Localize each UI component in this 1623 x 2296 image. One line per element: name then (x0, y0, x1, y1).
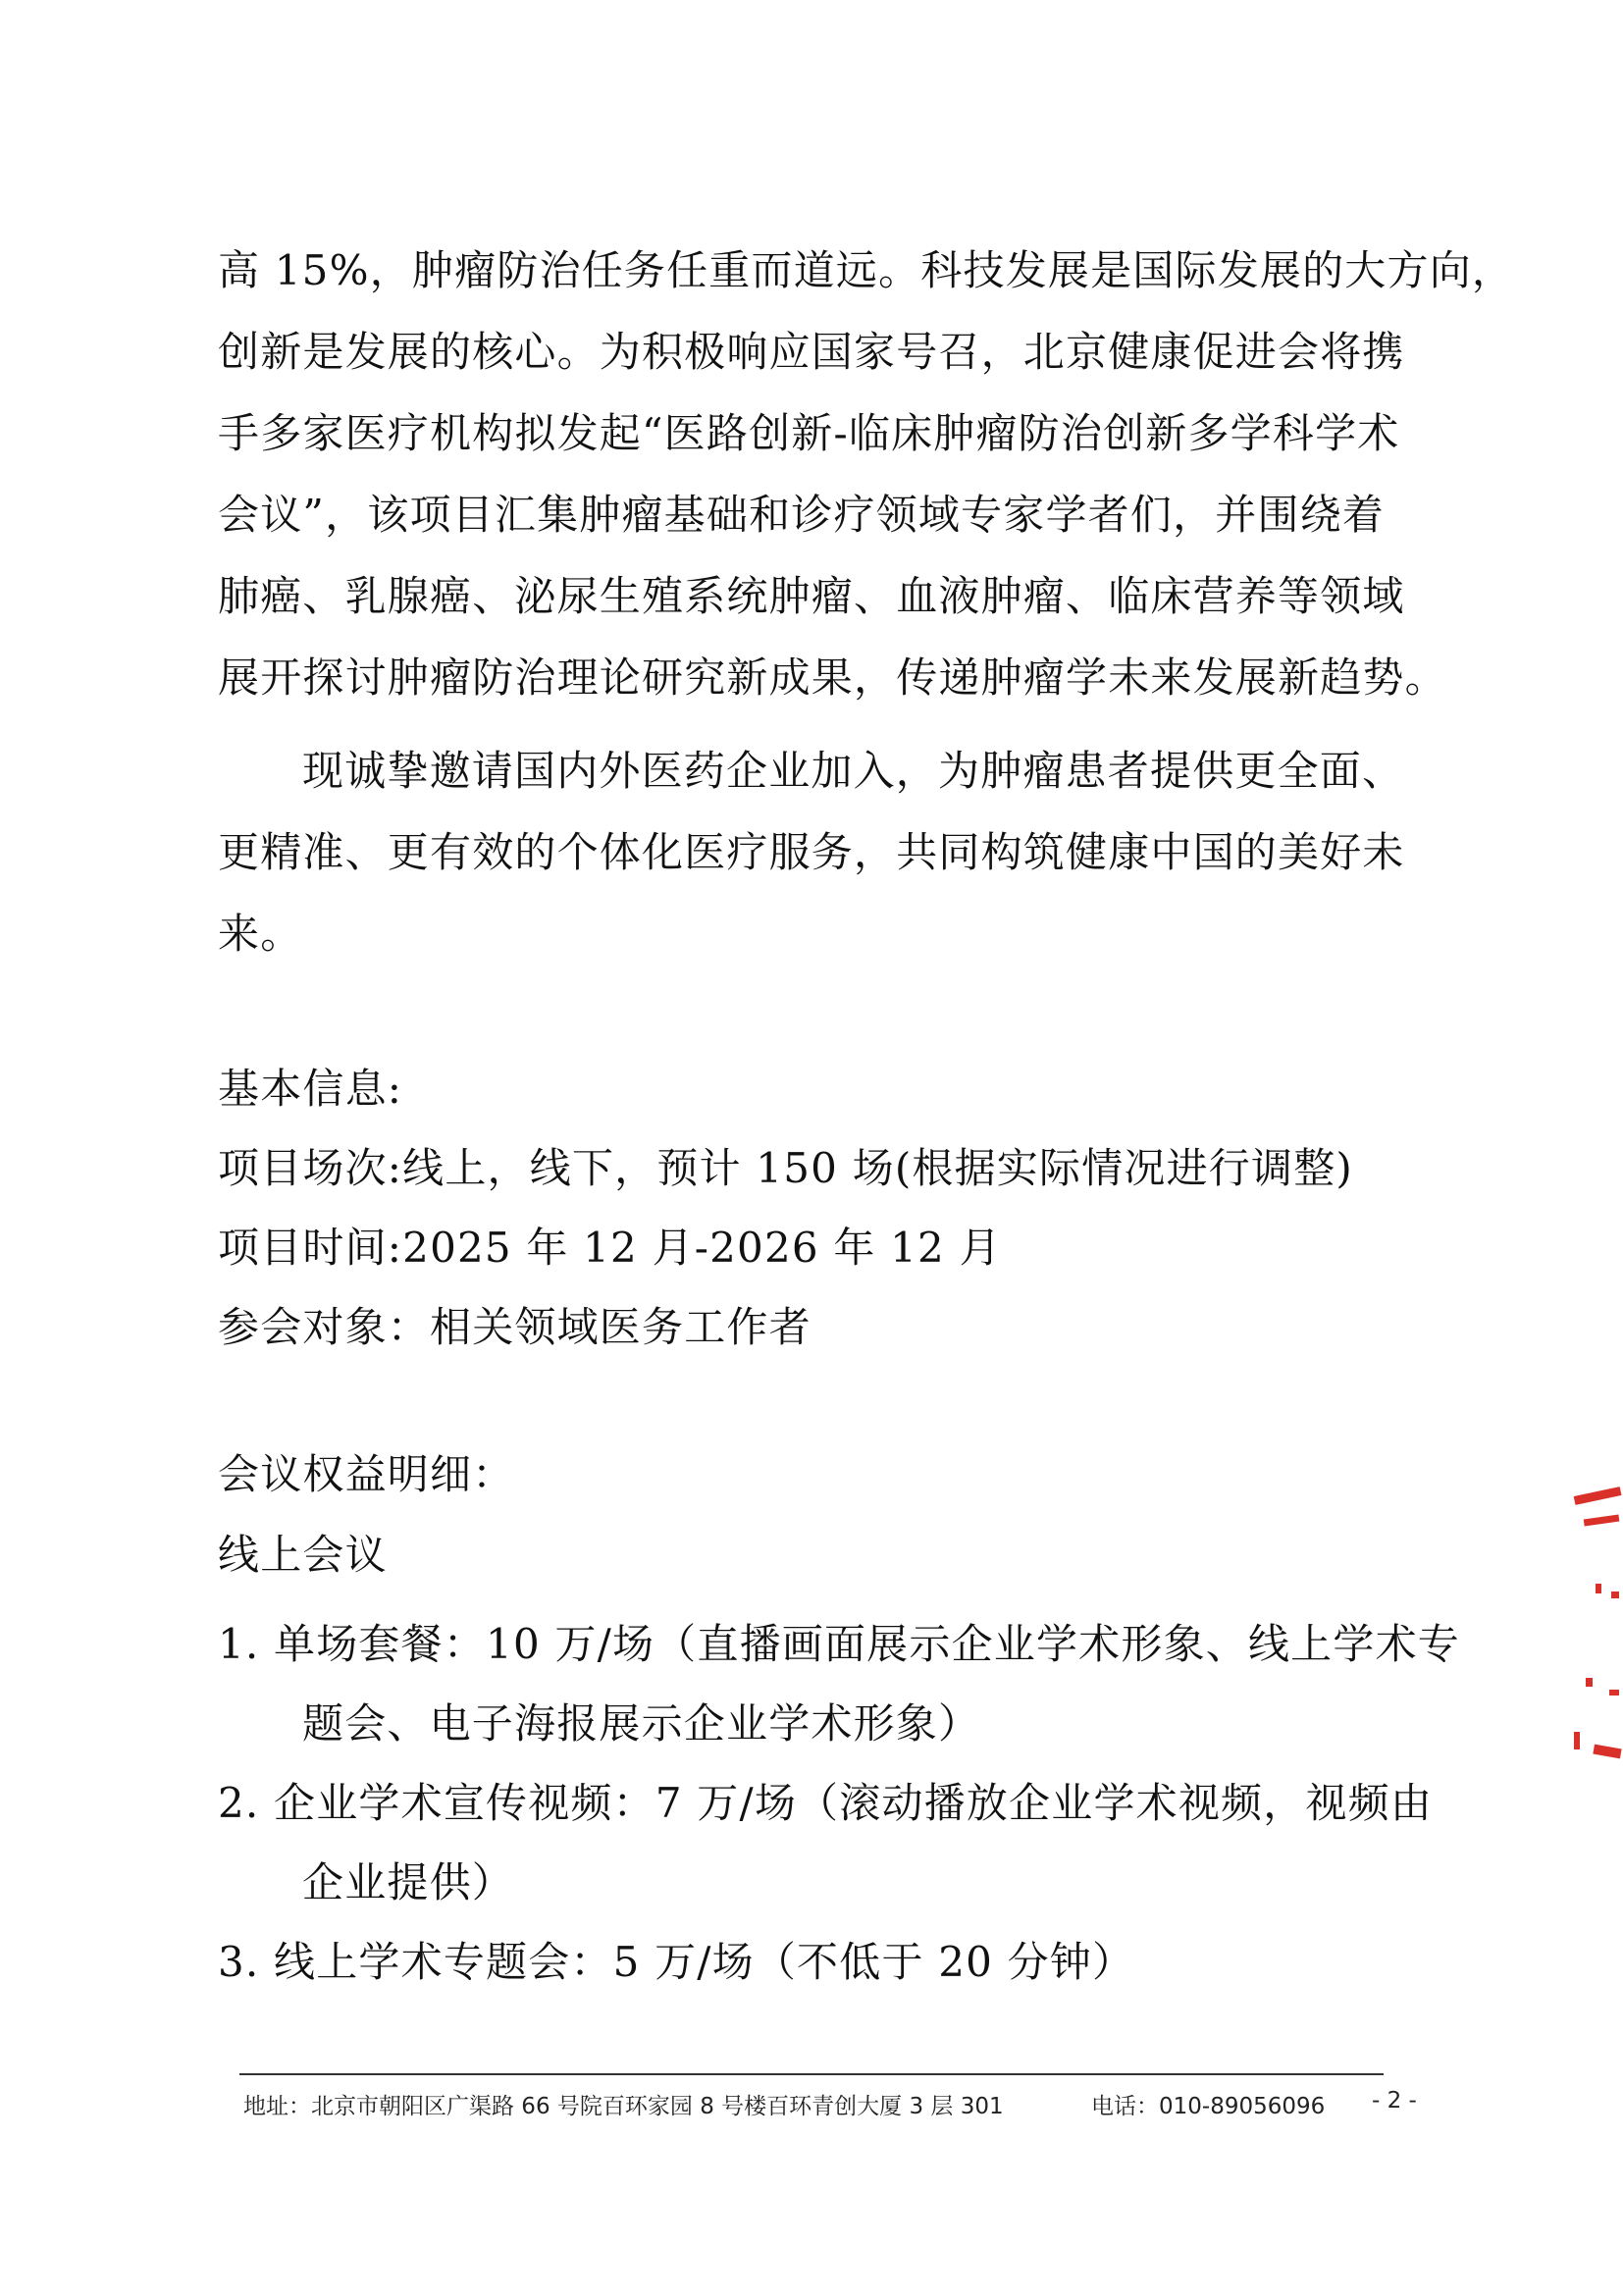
benefit-item-1-line-2: 题会、电子海报展示企业学术形象） (302, 1699, 981, 1748)
footer-divider (239, 2073, 1384, 2075)
basic-info-heading: 基本信息: (218, 1065, 403, 1113)
paragraph2-line-1: 现诚挚邀请国内外医药企业加入，为肿瘤患者提供更全面、 (302, 747, 1405, 795)
online-meeting-heading: 线上会议 (218, 1531, 388, 1579)
paragraph2-line-2: 更精准、更有效的个体化医疗服务，共同构筑健康中国的美好未 (218, 828, 1405, 876)
basic-info-audience: 参会对象：相关领域医务工作者 (218, 1303, 812, 1351)
benefit-item-3-line-1: 3. 线上学术专题会：5 万/场（不低于 20 分钟） (218, 1938, 1135, 1986)
paragraph1-line-4: 会议”，该项目汇集肿瘤基础和诊疗领域专家学者们，并围绕着 (218, 491, 1386, 539)
paragraph1-line-6: 展开探讨肿瘤防治理论研究新成果，传递肿瘤学未来发展新趋势。 (218, 653, 1447, 702)
paragraph1-line-5: 肺癌、乳腺癌、泌尿生殖系统肿瘤、血液肿瘤、临床营养等领域 (218, 572, 1405, 620)
paragraph2-line-3: 来。 (218, 910, 303, 958)
footer-page-number: - 2 - (1372, 2088, 1417, 2113)
paragraph1-line-1: 高 15%，肿瘤防治任务任重而道远。科技发展是国际发展的大方向， (218, 246, 1515, 294)
basic-info-time: 项目时间:2025 年 12 月-2026 年 12 月 (218, 1224, 1002, 1272)
red-seal-fragment-icon (1564, 1482, 1623, 1796)
benefit-item-1-line-1: 1. 单场套餐：10 万/场（直播画面展示企业学术形象、线上学术专 (218, 1620, 1460, 1668)
basic-info-sessions: 项目场次:线上，线下，预计 150 场(根据实际情况进行调整) (218, 1144, 1353, 1192)
benefits-heading: 会议权益明细： (218, 1450, 515, 1498)
footer-phone: 电话：010-89056096 (1091, 2094, 1326, 2119)
paragraph1-line-3: 手多家医疗机构拟发起“医路创新-临床肿瘤防治创新多学科学术 (218, 409, 1400, 457)
footer-address: 地址：北京市朝阳区广渠路 66 号院百环家园 8 号楼百环青创大厦 3 层 301 (243, 2094, 1004, 2119)
benefit-item-2-line-2: 企业提供） (302, 1858, 515, 1906)
benefit-item-2-line-1: 2. 企业学术宣传视频：7 万/场（滚动播放企业学术视频，视频由 (218, 1779, 1434, 1827)
paragraph1-line-2: 创新是发展的核心。为积极响应国家号召，北京健康促进会将携 (218, 328, 1405, 376)
